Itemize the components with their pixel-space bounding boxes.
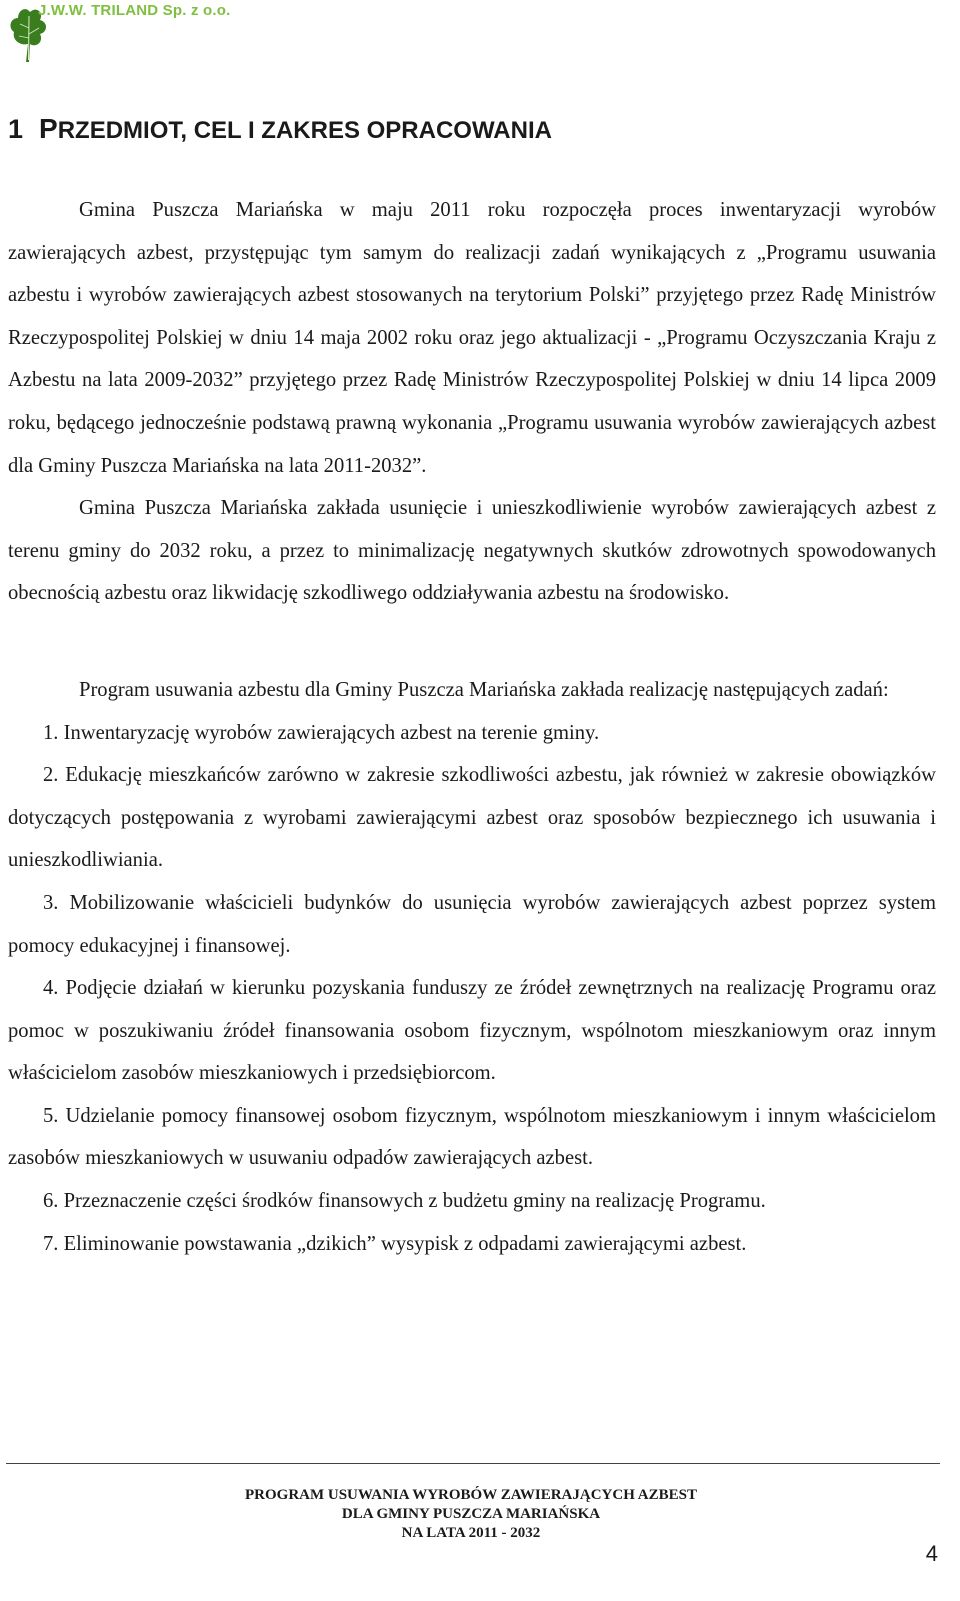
footer-line-3: NA LATA 2011 - 2032 [401,1525,541,1541]
section-number: 1 [8,114,24,144]
page-header [4,0,304,70]
task-item-3: 3. Mobilizowanie właścicieli budynków do usunięcia wyrobów zawierających azbest poprzez system pomocy edukacyjnej i finansowej. [8,891,936,957]
paragraph-tasks-intro: Program usuwania azbestu dla Gminy Puszcza Mariańska zakłada realizację następujących zadań: [79,678,889,701]
section-heading [8,113,552,145]
paragraph-goal: Gmina Puszcza Mariańska zakłada usunięcie i unieszkodliwienie wyrobów zawierających azbest z terenu gminy do 2032 roku, a przez to minimalizację negatywnych skutków zdrowotnych spowodowanych obecnością azbestu oraz likwidację szkodliwego oddziaływania azbestu na środowisko. [8,497,936,605]
company-name: J.W.W. TRILAND Sp. z o.o. [38,2,231,19]
paragraph-intro: Gmina Puszcza Mariańska w maju 2011 roku rozpoczęła proces inwentaryzacji wyrobów zawierających azbest, przystępując tym samym do realizacji zadań wynikających z „Programu usuwania azbestu i wyrobów zawierających azbest stosowanych na terytorium Polski” przyjętego przez Radę Ministrów Rzeczypospolitej Polskiej w dniu 14 maja 2002 roku oraz jego aktualizacji - „Programu Oczyszczania Kraju z Azbestu na lata 2009-2032” przyjętego przez Radę Ministrów Rzeczypospolitej Polskiej w dniu 14 lipca 2009 roku, będącego jednocześnie podstawą prawną wykonania „Programu usuwania wyrobów zawierających azbest dla Gminy Puszcza Mariańska na lata 2011-2032”. [8,199,936,477]
footer-line-2: DLA GMINY PUSZCZA MARIAŃSKA [341,1506,601,1522]
task-item-2: 2. Edukację mieszkańców zarówno w zakresie szkodliwości azbestu, jak również w zakresie obowiązków dotyczących postępowania z wyrobami zawierającymi azbest oraz sposobów bezpiecznego ich usuwania i unieszkodliwiania. [8,764,936,872]
document-body [8,189,936,1265]
page-number: 4 [925,1541,938,1566]
task-item-1: 1. Inwentaryzację wyrobów zawierających azbest na terenie gminy. [43,721,600,744]
paragraph-spacer [8,615,936,669]
section-title-rest: RZEDMIOT, CEL I ZAKRES OPRACOWANIA [57,117,552,144]
task-item-4: 4. Podjęcie działań w kierunku pozyskania funduszy ze źródeł zewnętrznych na realizację Programu oraz pomoc w poszukiwaniu źródeł finansowania osobom fizycznym, wspólnotom mieszkaniowym oraz innym właścicielom zasobów mieszkaniowych i przedsiębiorcom. [8,977,936,1085]
footer-line-1: PROGRAM USUWANIA WYROBÓW ZAWIERAJĄCYCH AZBEST [244,1487,697,1503]
task-item-6: 6. Przeznaczenie części środków finansowych z budżetu gminy na realizację Programu. [43,1190,766,1213]
section-title-initial: P [39,113,58,144]
section-title [39,113,552,144]
task-item-5: 5. Udzielanie pomocy finansowej osobom fizycznym, wspólnotom mieszkaniowym i innym właścicielom zasobów mieszkaniowych w usuwaniu odpadów zawierających azbest. [8,1104,936,1170]
page-footer [0,1486,942,1543]
footer-divider [6,1463,940,1464]
task-item-7: 7. Eliminowanie powstawania „dzikich” wysypisk z odpadami zawierającymi azbest. [43,1232,747,1255]
